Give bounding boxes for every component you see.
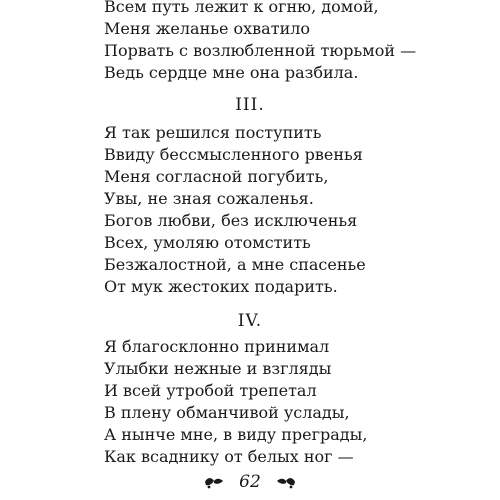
verse-line: Я так решился поступить <box>104 123 322 142</box>
verse-line: Ввиду бессмысленного рвенья <box>104 145 363 164</box>
verse-line: Меня желанье охватило <box>104 19 311 38</box>
fleuron-left-icon <box>203 475 225 489</box>
verse-line: А нынче мне, в виду преграды, <box>104 425 368 444</box>
verse-line: Всем путь лежит к огню, домой, <box>104 0 379 16</box>
verse-line: В плену обманчивой услады, <box>104 403 350 422</box>
verse-line: Как всаднику от белых ног — <box>104 447 354 466</box>
verse-line: От мук жестоких подарить. <box>104 277 338 296</box>
stanza-iv <box>104 336 480 468</box>
stanza-iii <box>104 122 480 298</box>
verse-line: Меня согласной погубить, <box>104 167 329 186</box>
verse-line: Улыбки нежные и взгляды <box>104 359 332 378</box>
page-footer <box>0 470 500 494</box>
verse-line: Порвать с возлюбленной тюрьмой — <box>104 41 417 60</box>
section-numeral-iii: III. <box>235 95 265 115</box>
verse-line: Всех, умоляю отомстить <box>104 233 311 252</box>
verse-line: Увы, не зная сожаленья. <box>104 189 314 208</box>
verse-line: Я благосклонно принимал <box>104 337 330 356</box>
section-numeral-iv: IV. <box>237 311 263 331</box>
verse-line: Богов любви, без исключенья <box>104 211 358 230</box>
verse-line: Безжалостной, а мне спасенье <box>104 255 366 274</box>
page-number: 62 <box>239 472 261 492</box>
verse-line: И всей утробой трепетал <box>104 381 317 400</box>
fleuron-right-icon <box>275 475 297 489</box>
stanza-top <box>104 0 480 84</box>
verse-line: Ведь сердце мне она разбила. <box>104 63 359 82</box>
